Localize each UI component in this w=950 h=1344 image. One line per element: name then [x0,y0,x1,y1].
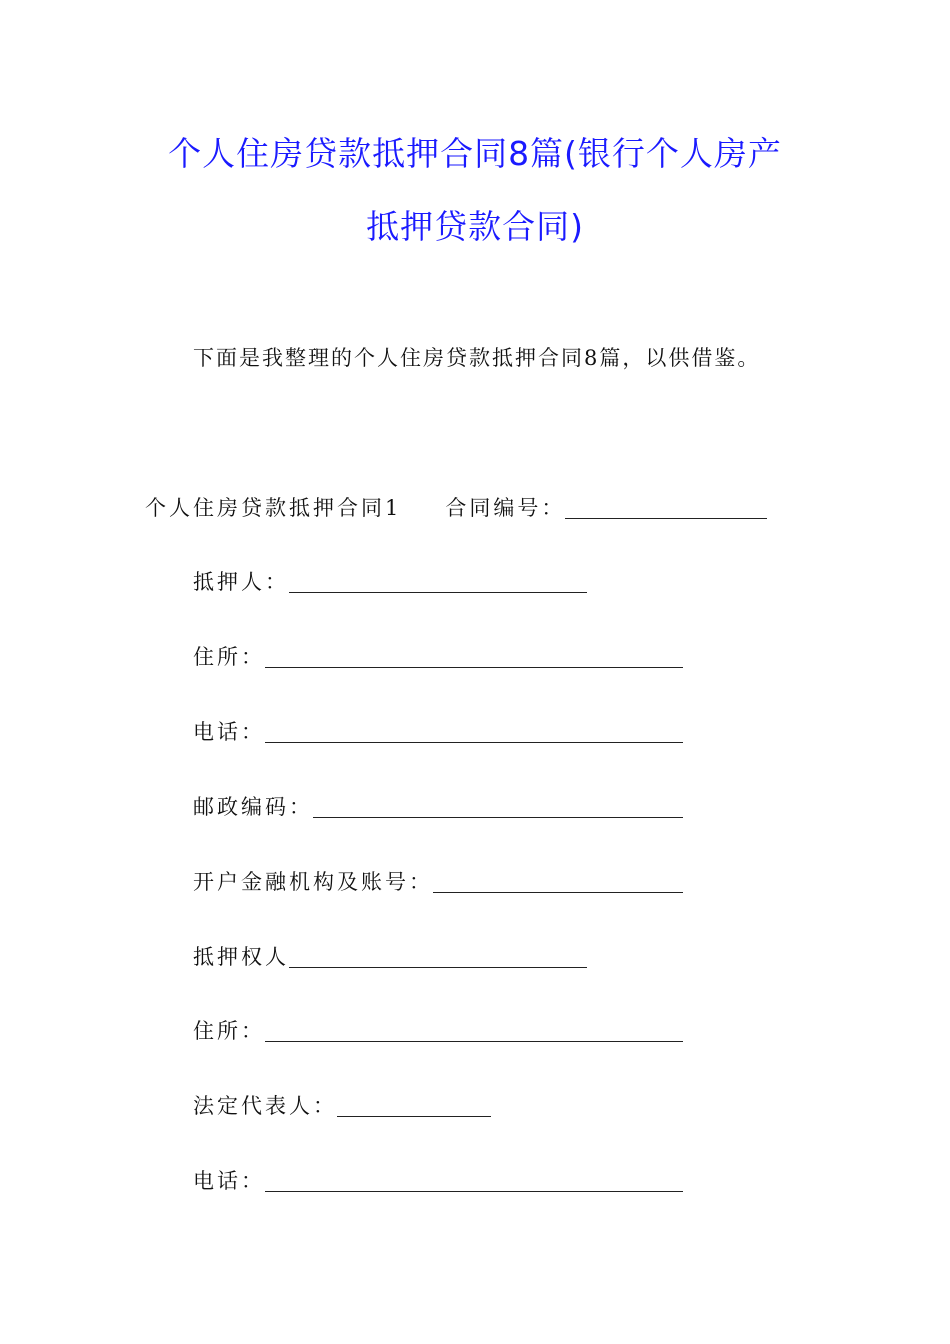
address1-row [193,643,683,671]
address1-blank[interactable] [265,645,683,668]
mortgagor-row [193,568,587,596]
postcode-blank[interactable] [313,795,683,818]
postcode-label: 邮政编码： [193,795,313,819]
postcode-row [193,793,683,821]
address1-label: 住所： [193,645,265,669]
address2-blank[interactable] [265,1019,683,1042]
phone1-row [193,718,683,746]
contract-number-blank[interactable] [565,496,767,519]
mortgagee-blank[interactable] [289,945,587,968]
phone2-blank[interactable] [265,1169,683,1192]
bank-account-blank[interactable] [433,870,683,893]
mortgagor-label: 抵押人： [193,570,289,594]
address2-row [193,1017,683,1045]
bank-account-row [193,868,683,896]
document-title-line2: 抵押贷款合同) [366,207,584,246]
mortgagee-row [193,943,587,971]
legal-rep-row [193,1092,491,1120]
section-heading: 个人住房贷款抵押合同1 [145,496,402,520]
phone2-label: 电话： [193,1169,265,1193]
mortgagor-blank[interactable] [289,570,587,593]
document-title-line1: 个人住房贷款抵押合同8篇(银行个人房产 [168,134,782,173]
contract-header-row [145,494,767,522]
legal-rep-label: 法定代表人： [193,1094,337,1118]
phone2-row [193,1167,683,1195]
contract-number-label: 合同编号： [445,496,566,520]
phone1-label: 电话： [193,720,265,744]
mortgagee-label: 抵押权人 [193,945,289,969]
legal-rep-blank[interactable] [337,1094,491,1117]
bank-account-label: 开户金融机构及账号： [193,870,433,894]
phone1-blank[interactable] [265,720,683,743]
intro-paragraph: 下面是我整理的个人住房贷款抵押合同8篇，以供借鉴。 [193,346,761,370]
address2-label: 住所： [193,1019,265,1043]
